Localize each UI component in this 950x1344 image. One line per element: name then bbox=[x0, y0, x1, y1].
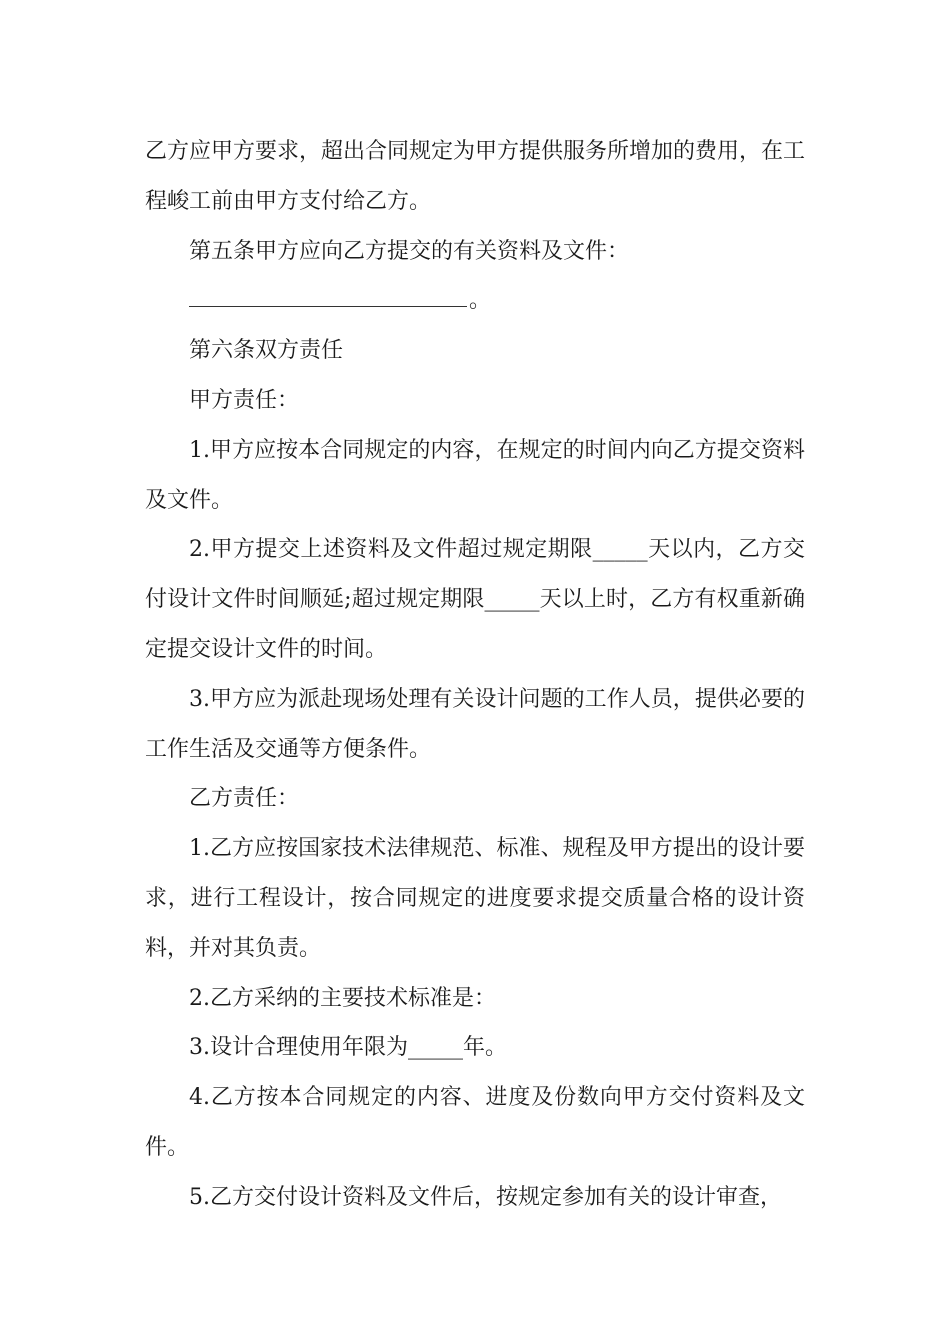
paragraph-party-b-item-1: 1.乙方应按国家技术法律规范、标准、规程及甲方提出的设计要求，进行工程设计，按合同规定的进度要求提交质量合格的设计资料，并对其负责。 bbox=[145, 836, 805, 961]
paragraph-party-a-responsibility-heading: 甲方责任： bbox=[189, 387, 300, 413]
paragraph-party-b-item-4: 4.乙方按本合同规定的内容、进度及份数向甲方交付资料及文件。 bbox=[145, 1085, 805, 1160]
paragraph-extra-fee-payment: 乙方应甲方要求，超出合同规定为甲方提供服务所增加的费用，在工程峻工前由甲方支付给乙方。 bbox=[145, 139, 806, 214]
paragraph-article-5-heading: 第五条甲方应向乙方提交的有关资料及文件： bbox=[189, 238, 630, 264]
fill-in-blank-line bbox=[189, 286, 467, 307]
paragraph-party-a-item-1: 1.甲方应按本合同规定的内容，在规定的时间内向乙方提交资料及文件。 bbox=[145, 437, 805, 513]
paragraph-article-5-blank-line bbox=[145, 276, 805, 326]
paragraph-party-a-item-2: 2.甲方提交上述资料及文件超过规定期限_____天以内，乙方交付设计文件时间顺延;超过规定期限_____天以上时，乙方有权重新确定提交设计文件的时间。 bbox=[145, 537, 805, 662]
paragraph-party-b-item-3: 3.设计合理使用年限为_____年。 bbox=[189, 1035, 507, 1061]
paragraph-party-b-item-5: 5.乙方交付设计资料及文件后，按规定参加有关的设计审查， bbox=[189, 1184, 782, 1210]
blank-line-suffix: 。 bbox=[469, 288, 492, 314]
document-body bbox=[145, 127, 805, 1223]
paragraph-party-b-item-2: 2.乙方采纳的主要技术标准是： bbox=[189, 985, 496, 1011]
paragraph-article-6-heading: 第六条双方责任 bbox=[189, 338, 344, 364]
paragraph-party-a-item-3: 3.甲方应为派赴现场处理有关设计问题的工作人员，提供必要的工作生活及交通等方便条件。 bbox=[145, 686, 805, 762]
paragraph-party-b-responsibility-heading: 乙方责任： bbox=[189, 786, 300, 812]
